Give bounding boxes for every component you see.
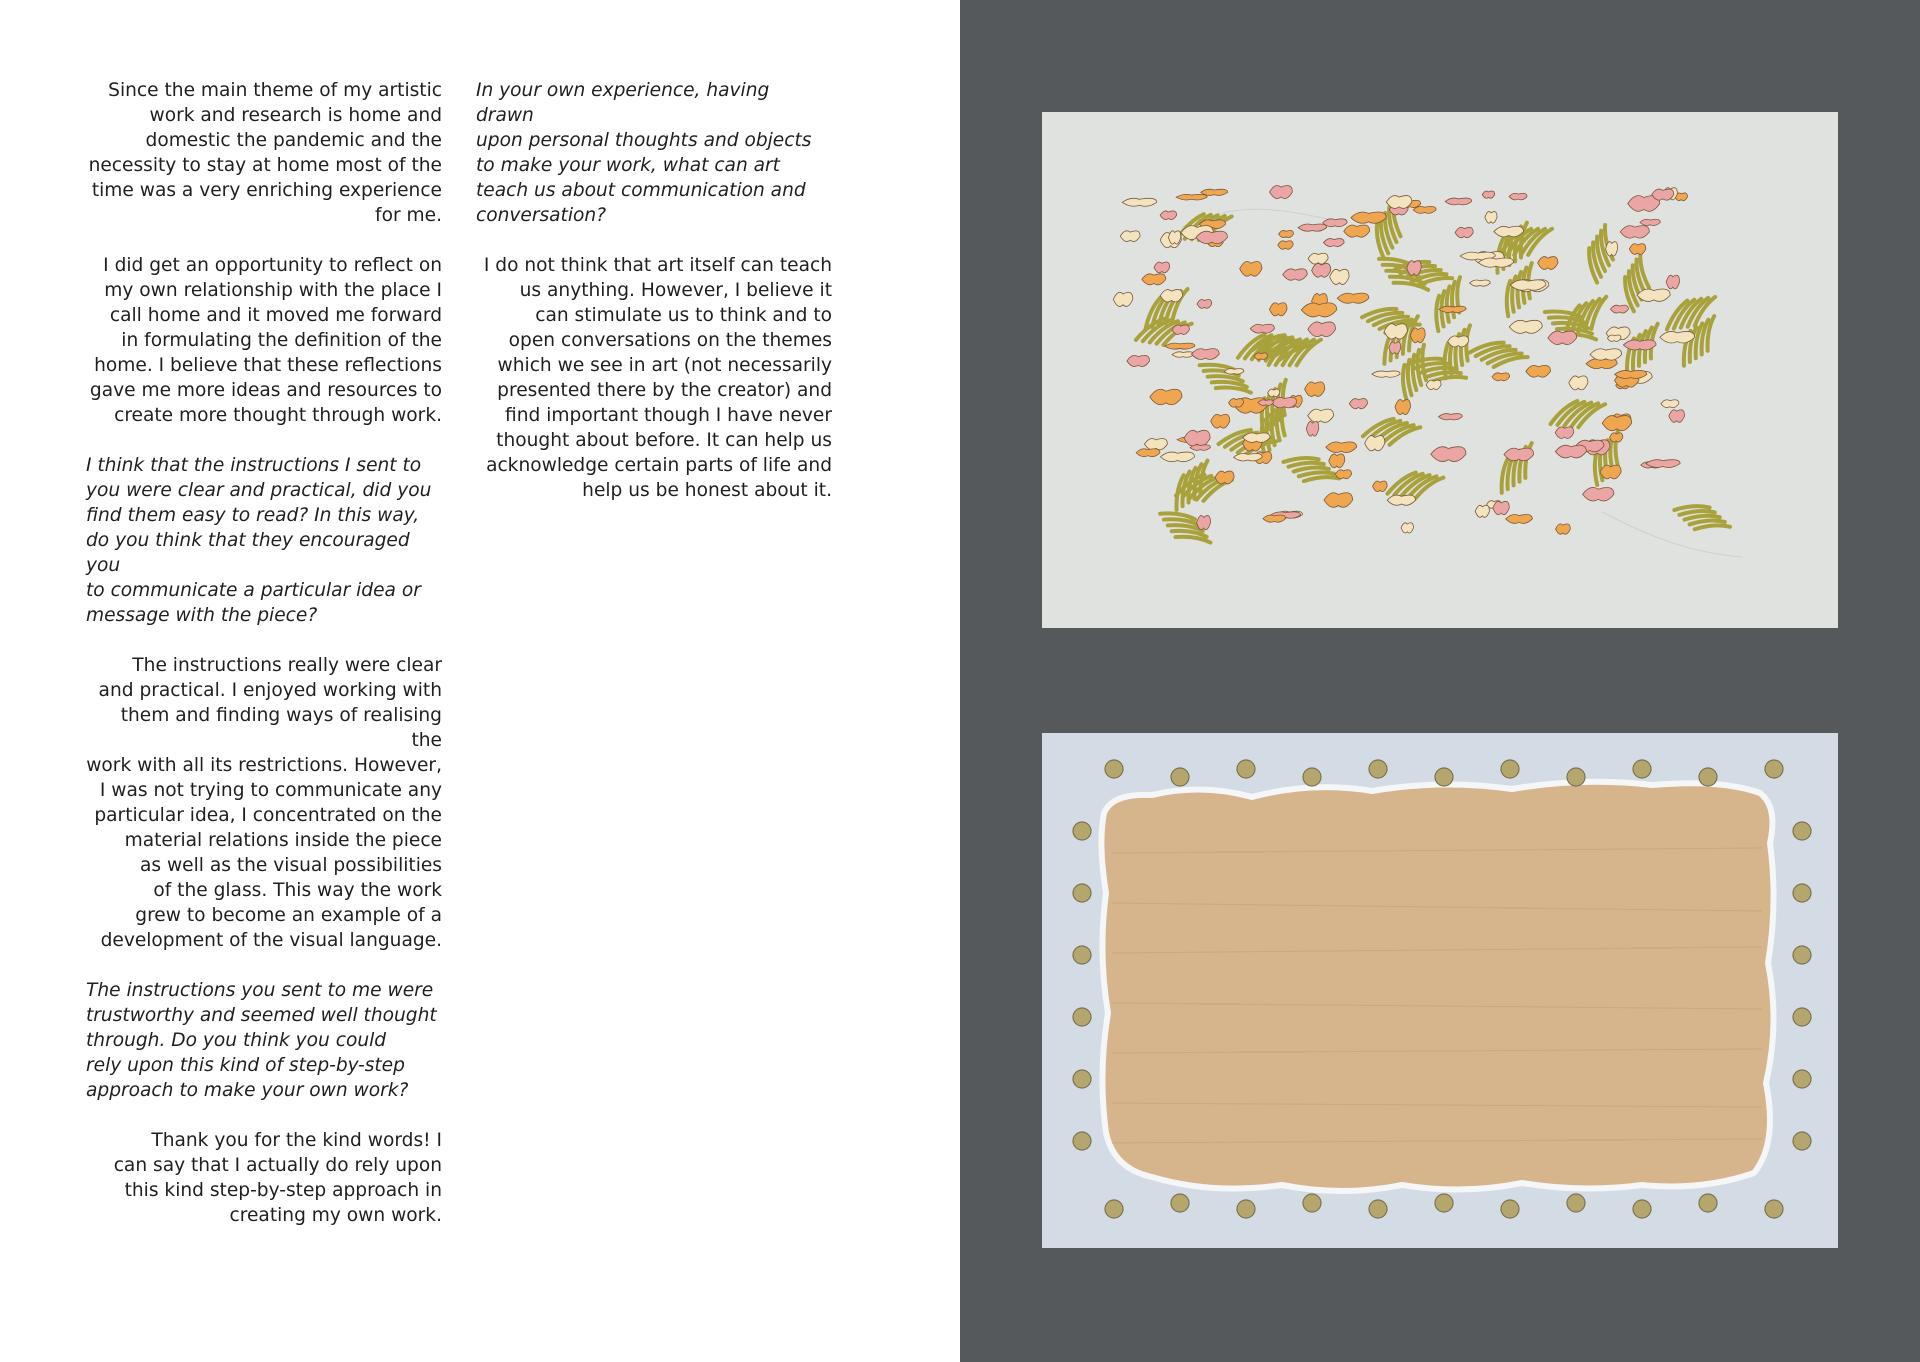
embroidery-shape [1196, 231, 1228, 243]
embroidery-shape [1439, 306, 1466, 312]
answer-paragraph: The instructions really were clear and practical. I enjoyed working with them and finding ways of realising the work with all its restrictions. However, I was not trying to communicate any particular idea, I concentrated on the material relations inside the piece as well as the visual possibilities of the glass. This way the work grew to become an example of a development of the visual language. [86, 655, 442, 951]
embroidery-shape [1243, 433, 1270, 443]
embroidery-shape [1351, 212, 1386, 223]
tack [1073, 884, 1091, 902]
embroidery-shape [1278, 241, 1293, 250]
embroidery-shape [1602, 416, 1631, 431]
question-paragraph: I think that the instructions I sent to you were clear and practical, did you find them easy to read? In this way, do you think that they encouraged you to communicate a particular idea or message with the piece? [86, 455, 432, 626]
embroidery-shape [1548, 331, 1577, 345]
embroidery-shape [1349, 399, 1367, 409]
tack [1633, 760, 1651, 778]
embroidery-shape [1344, 225, 1370, 237]
tack [1171, 768, 1189, 786]
embroidery-shape [1389, 342, 1401, 354]
embroidery-shape [1127, 355, 1150, 366]
tack [1793, 1008, 1811, 1026]
embroidery-shape [1160, 211, 1176, 220]
embroidery-shape [1122, 198, 1156, 206]
tack [1633, 1200, 1651, 1218]
tack [1369, 1200, 1387, 1218]
embroidery-shape [1439, 414, 1463, 420]
embroidery-shape [1142, 274, 1166, 285]
text-column-1 [86, 78, 442, 1253]
embroidery-shape [1492, 373, 1510, 381]
tack [1237, 1200, 1255, 1218]
embroidery-shape [1669, 410, 1685, 423]
embroidery-shape [1506, 515, 1533, 524]
embroidery-shape [1150, 389, 1182, 405]
embroidery-shape [1168, 231, 1180, 244]
embroidery-shape [1160, 452, 1194, 462]
embroidery-shape [1270, 185, 1293, 198]
embroidery-shape [1330, 269, 1349, 284]
tack [1303, 1194, 1321, 1212]
embroidery-shape [1569, 376, 1588, 390]
embroidery-shape [1306, 421, 1319, 436]
embroidery-shape [1509, 320, 1542, 333]
embroidery-shape [1326, 442, 1357, 453]
embroidery-shape [1176, 194, 1207, 200]
embroidery-shape [1136, 449, 1160, 457]
question-paragraph: The instructions you sent to me were trustworthy and seemed well thought through. Do you think you could rely upon this kind of step-by-step approach to make your own work? [86, 980, 437, 1101]
tack [1765, 1200, 1783, 1218]
embroidery-shape [1269, 303, 1287, 316]
tack [1501, 1200, 1519, 1218]
embroidery-shape [1395, 400, 1411, 415]
embroidery-shape [1660, 331, 1695, 343]
embroidery-shape [1637, 289, 1670, 301]
embroidery-shape [1526, 365, 1551, 377]
embroidery-shape [1172, 325, 1189, 334]
tack [1171, 1194, 1189, 1212]
embroidery-shape [1652, 189, 1674, 200]
embroidery-shape [1620, 226, 1649, 239]
embroidery-shape [1258, 400, 1273, 406]
tack [1793, 946, 1811, 964]
embroidery-shape [1426, 380, 1441, 389]
tack [1435, 1194, 1453, 1212]
embroidery-shape [1386, 196, 1412, 209]
embroidery-shape [1475, 505, 1489, 517]
embroidery-shape [1324, 493, 1353, 508]
wood-board-photo [1042, 733, 1838, 1248]
embroidery-shape [1172, 352, 1194, 357]
embroidery-shape [1250, 324, 1274, 333]
tack [1699, 768, 1717, 786]
tack [1073, 946, 1091, 964]
embroidery-shape [1600, 465, 1621, 479]
embroidery-shape [1555, 427, 1574, 439]
embroidery-photo [1042, 112, 1838, 628]
embroidery-shape [1224, 369, 1244, 375]
embroidery-shape [1606, 242, 1618, 256]
embroidery-shape [1308, 409, 1334, 422]
embroidery-shape [1329, 454, 1345, 468]
tack [1793, 1132, 1811, 1150]
embroidery-shape [1555, 445, 1586, 458]
embroidery-shape [1413, 206, 1436, 213]
embroidery-shape [1504, 448, 1534, 461]
tack [1793, 1070, 1811, 1088]
embroidery-shape [1372, 371, 1400, 377]
tack [1501, 760, 1519, 778]
embroidery-shape [1335, 470, 1351, 479]
embroidery-shape [1254, 353, 1268, 360]
answer-paragraph: Thank you for the kind words! I can say that I actually do rely upon this kind step-by-step approach in creating my own work. [113, 1130, 442, 1226]
answer-paragraph: Since the main theme of my artistic work and research is home and domestic the pandemic and the necessity to stay at home most of the time was a very enriching experience for me. [88, 80, 442, 226]
embroidery-shape [1308, 253, 1328, 264]
embroidery-shape [1661, 400, 1679, 408]
embroidery-shape [1494, 226, 1524, 237]
embroidery-shape [1445, 198, 1472, 205]
embroidery-shape [1144, 439, 1167, 450]
embroidery-shape [1482, 191, 1494, 198]
embroidery-shape [1407, 261, 1421, 276]
tack [1369, 760, 1387, 778]
embroidery-shape [1590, 349, 1622, 360]
embroidery-shape [1510, 280, 1546, 290]
answer-paragraph: I do not think that art itself can teach us anything. However, I believe it can stimulate us to think and to open conversations on the themes which we see in art (not necessarily presented there by the creator) and find important though I have never thought about before. It can help us acknowledge certain parts of life and help us be honest about it. [483, 255, 832, 501]
tack [1699, 1194, 1717, 1212]
tack [1435, 768, 1453, 786]
embroidery-shape [1478, 258, 1513, 267]
embroidery-shape [1197, 516, 1211, 530]
question-paragraph: In your own experience, having drawn upon personal thoughts and objects to make your work, what can art teach us about communication and conversation? [476, 80, 812, 226]
tack [1073, 822, 1091, 840]
embroidery-shape [1234, 453, 1263, 460]
embroidery-shape [1410, 328, 1425, 343]
tack [1567, 1194, 1585, 1212]
tack [1073, 1008, 1091, 1026]
embroidery-shape [1279, 230, 1294, 237]
embroidery-shape [1268, 389, 1280, 397]
tack [1765, 760, 1783, 778]
embroidery-shape [1229, 399, 1244, 408]
embroidery-shape [1623, 340, 1656, 350]
embroidery-shape [1401, 523, 1413, 533]
embroidery-shape [1640, 219, 1660, 225]
embroidery-shape [1272, 397, 1297, 408]
embroidery-shape [1615, 370, 1647, 378]
embroidery-shape [1165, 343, 1195, 349]
embroidery-shape [1384, 324, 1407, 339]
embroidery-shape [1629, 244, 1645, 255]
embroidery-shape [1610, 305, 1628, 313]
embroidery-shape [1301, 303, 1336, 317]
embroidery-shape [1538, 257, 1558, 270]
tack [1073, 1132, 1091, 1150]
embroidery-shape [1184, 430, 1210, 446]
embroidery-shape [1431, 447, 1466, 462]
embroidery-shape [1120, 231, 1140, 242]
embroidery-shape [1485, 212, 1497, 223]
embroidery-shape [1448, 336, 1469, 347]
text-column-2 [476, 78, 832, 528]
embroidery-shape [1470, 280, 1491, 286]
tack [1073, 1070, 1091, 1088]
embroidery-shape [1666, 275, 1679, 289]
embroidery-shape [1215, 471, 1234, 484]
embroidery-shape [1263, 515, 1286, 522]
embroidery-shape [1610, 433, 1623, 442]
embroidery-shape [1240, 261, 1262, 276]
embroidery-shape [1312, 263, 1331, 277]
embroidery-shape [1113, 292, 1133, 306]
embroidery-shape [1337, 293, 1369, 303]
embroidery-shape [1323, 239, 1344, 247]
embroidery-shape [1646, 460, 1680, 468]
embroidery-shape [1308, 322, 1336, 337]
answer-paragraph: I did get an opportunity to reflect on my own relationship with the place I call home and it moved me forward in formulating the definition of the home. I believe that these reflections gave me more ideas and resources to create more thought through work. [89, 255, 442, 426]
tack [1105, 760, 1123, 778]
embroidery-shape [1298, 224, 1326, 231]
embroidery-shape [1305, 382, 1325, 397]
tack [1567, 768, 1585, 786]
tack [1793, 822, 1811, 840]
embroidery-shape [1197, 299, 1212, 308]
embroidery-shape [1387, 495, 1415, 505]
embroidery-shape [1190, 445, 1210, 451]
embroidery-shape [1607, 335, 1621, 341]
embroidery-shape [1160, 290, 1182, 302]
embroidery-shape [1191, 349, 1219, 360]
embroidery-shape [1493, 501, 1509, 514]
embroidery-shape [1373, 481, 1388, 492]
embroidery-shape [1509, 193, 1527, 200]
embroidery-shape [1455, 227, 1473, 237]
embroidery-shape [1556, 524, 1571, 534]
embroidery-shape [1365, 436, 1385, 451]
tack [1793, 884, 1811, 902]
embroidery-shape [1283, 269, 1308, 280]
embroidery-shape [1211, 414, 1230, 428]
embroidery-shape [1154, 262, 1170, 273]
tack [1303, 768, 1321, 786]
embroidery-shape [1583, 487, 1614, 501]
tack [1237, 760, 1255, 778]
tack [1105, 1200, 1123, 1218]
